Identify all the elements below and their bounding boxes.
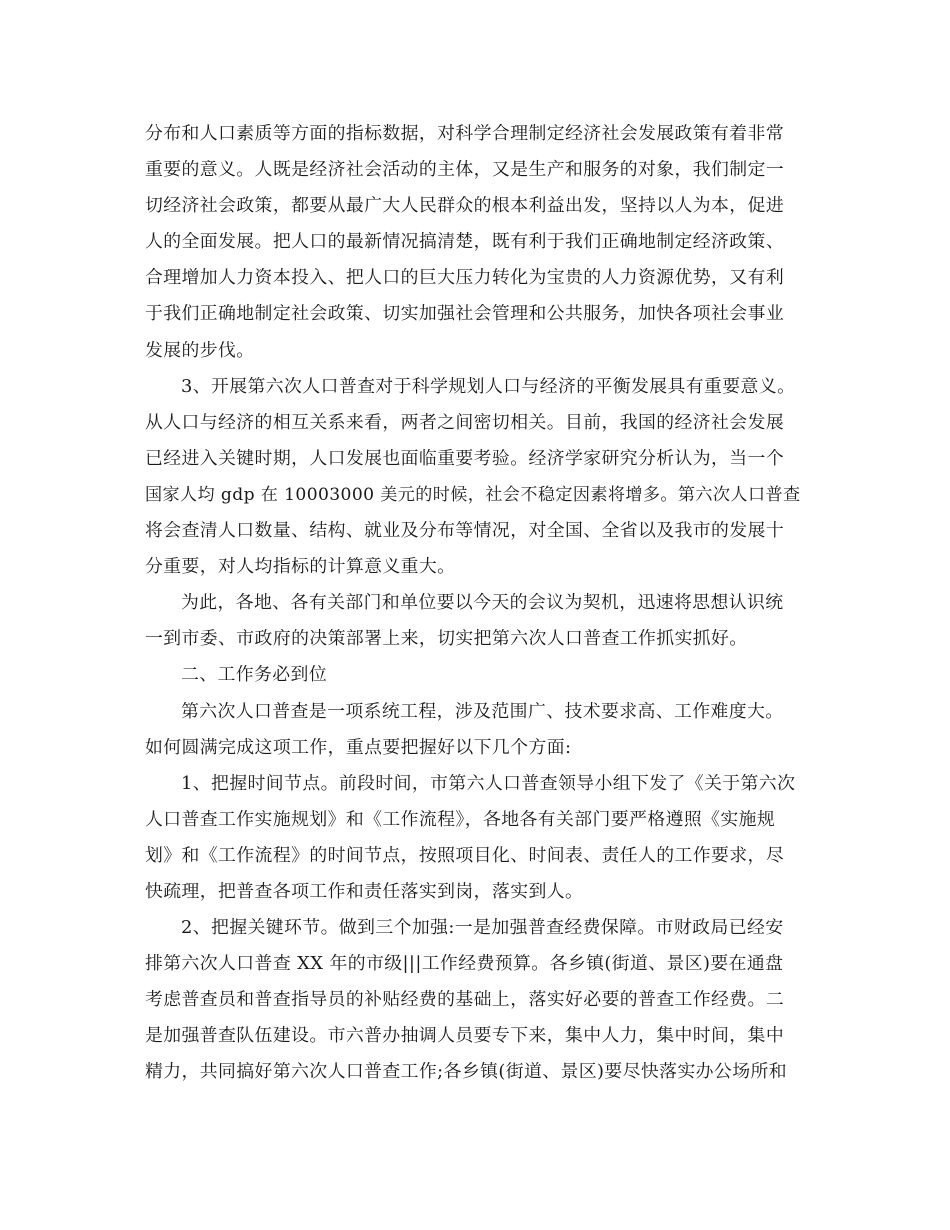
text-line: 精力，共同搞好第六次人口普查工作;各乡镇(街道、景区)要尽快落实办公场所和 (145, 1061, 787, 1083)
text-line: 如何圆满完成这项工作，重点要把握好以下几个方面: (145, 736, 572, 758)
text-line: 2、把握关键环节。做到三个加强:一是加强普查经费保障。市财政局已经安 (181, 917, 784, 939)
text-line: 二、工作务必到位 (181, 664, 328, 686)
text-line: 1、把握时间节点。前段时间，市第六人口普查领导小组下发了《关于第六次 (181, 772, 796, 794)
text-line: 人的全面发展。把人口的最新情况搞清楚，既有利于我们正确地制定经济政策、 (145, 231, 785, 253)
text-line: 重要的意义。人既是经济社会活动的主体，又是生产和服务的对象，我们制定一 (145, 159, 785, 181)
document-body (145, 116, 805, 1091)
text-line: 快疏理，把普查各项工作和责任落实到岗，落实到人。 (145, 880, 584, 902)
text-line: 从人口与经济的相互关系来看，两者之间密切相关。目前，我国的经济社会发展 (145, 411, 785, 433)
text-line: 排第六次人口普查 XX 年的市级|||工作经费预算。各乡镇(街道、景区)要在通盘 (145, 953, 784, 975)
text-line: 合理增加人力资本投入、把人口的巨大压力转化为宝贵的人力资源优势，又有利 (145, 267, 785, 289)
text-line: 切经济社会政策，都要从最广大人民群众的根本利益出发，坚持以人为本，促进 (145, 195, 785, 217)
text-line: 分布和人口素质等方面的指标数据，对科学合理制定经济社会发展政策有着非常 (145, 123, 785, 144)
text-line: 于我们正确地制定社会政策、切实加强社会管理和公共服务，加快各项社会事业 (145, 303, 785, 325)
text-line: 考虑普查员和普查指导员的补贴经费的基础上，落实好必要的普查工作经费。二 (145, 989, 785, 1011)
text-line: 划》和《工作流程》的时间节点，按照项目化、时间表、责任人的工作要求，尽 (145, 844, 785, 866)
text-line: 人口普查工作实施规划》和《工作流程》，各地各有关部门要严格遵照《实施规 (145, 808, 776, 830)
text-line: 是加强普查队伍建设。市六普办抽调人员要专下来，集中人力，集中时间，集中 (145, 1025, 785, 1047)
text-line: 第六次人口普查是一项系统工程，涉及范围广、技术要求高、工作难度大。 (181, 700, 784, 722)
text-line: 3、开展第六次人口普查对于科学规划人口与经济的平衡发展具有重要意义。 (181, 375, 796, 397)
text-line: 为此，各地、各有关部门和单位要以今天的会议为契机，迅速将思想认识统 (181, 592, 784, 614)
text-line: 国家人均 gdp 在 10003000 美元的时候，社会不稳定因素将增多。第六次人口普查 (145, 484, 801, 505)
text-line: 发展的步伐。 (145, 339, 255, 361)
text-line: 已经进入关键时期，人口发展也面临重要考验。经济学家研究分析认为，当一个 (145, 447, 785, 469)
text-line: 一到市委、市政府的决策部署上来，切实把第六次人口普查工作抓实抓好。 (145, 628, 748, 650)
text-line: 将会查清人口数量、结构、就业及分布等情况，对全国、全省以及我市的发展十 (145, 520, 785, 542)
text-line: 分重要，对人均指标的计算意义重大。 (145, 556, 456, 578)
